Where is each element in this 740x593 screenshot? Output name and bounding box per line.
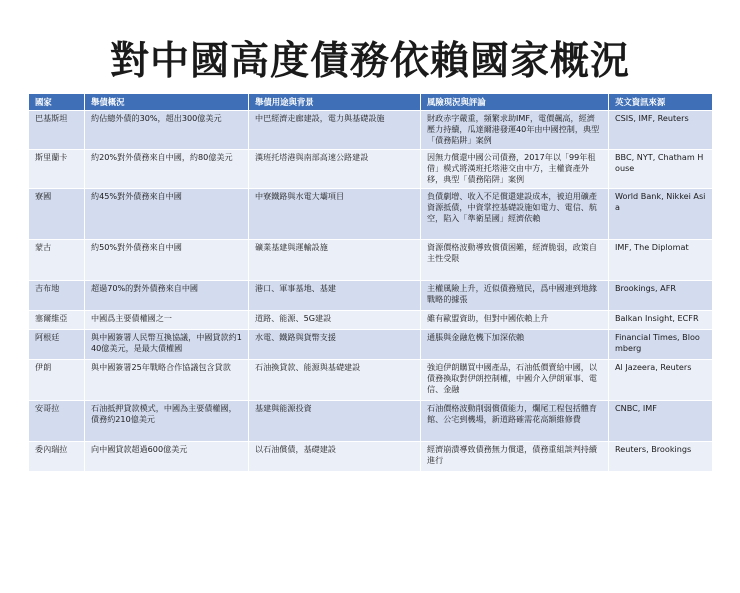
cell-debt: 與中國簽署人民幣互換協議，中國貸款約140億美元，是最大債權國 [85,330,249,360]
header-country: 國家 [29,94,85,111]
cell-debt: 約20%對外債務來自中國，約80億美元 [85,150,249,189]
header-usage: 舉債用途與背景 [249,94,421,111]
cell-risk: 石油價格波動削弱償債能力，爛尾工程包括體育館、公宅到機場，新道路確需花高額維修費 [421,401,609,442]
cell-country: 吉布地 [29,281,85,311]
cell-risk: 負債劇增、收入不足償還建設成本，被迫用礦產資源抵債，中資掌控基礎設施如電力、電信、航空，陷入「準衛星國」經濟依賴 [421,189,609,240]
cell-country: 安哥拉 [29,401,85,442]
cell-debt: 超過70%的對外債務來自中國 [85,281,249,311]
cell-usage: 中巴經濟走廊建設，電力與基礎設施 [249,111,421,150]
cell-source: CNBC, IMF [609,401,713,442]
table-row [29,401,713,442]
cell-source: Financial Times, Bloomberg [609,330,713,360]
cell-risk: 主權風險上升，近似債務殖民，爲中國連到地緣戰略的據張 [421,281,609,311]
cell-country: 伊朗 [29,360,85,401]
cell-source: CSIS, IMF, Reuters [609,111,713,150]
cell-country: 塞爾維亞 [29,311,85,330]
cell-debt: 約50%對外債務來自中國 [85,240,249,281]
cell-source: IMF, The Diplomat [609,240,713,281]
cell-source: Balkan Insight, ECFR [609,311,713,330]
cell-usage: 以石油償債，基礎建設 [249,442,421,472]
cell-usage: 中寮鐵路與水電大壩項目 [249,189,421,240]
table-header-row [29,94,713,111]
cell-country: 蒙古 [29,240,85,281]
cell-risk: 強迫伊朗購買中國產品，石油低價賣給中國，以債務換取對伊朗控制權，中國介入伊朗軍事、電信、金融 [421,360,609,401]
cell-source: Brookings, AFR [609,281,713,311]
cell-risk: 通脹與金融危機下加深依賴 [421,330,609,360]
table-row [29,150,713,189]
cell-usage: 水電、鐵路與貨幣支援 [249,330,421,360]
table-row [29,442,713,472]
cell-risk: 財政赤字嚴重，頻繁求助IMF，電價飆高，經濟壓力持續，瓜達爾港發運40年由中國控制，典型「債務陷阱」案例 [421,111,609,150]
header-source: 英文資訊來源 [609,94,713,111]
cell-usage: 基建與能源投資 [249,401,421,442]
cell-source: BBC, NYT, Chatham House [609,150,713,189]
country-debt-table [28,93,713,472]
cell-usage: 漢班托塔港與南部高速公路建設 [249,150,421,189]
cell-usage: 港口、軍事基地、基建 [249,281,421,311]
table-row [29,360,713,401]
cell-debt: 與中國簽署25年戰略合作協議包含貸款 [85,360,249,401]
cell-country: 巴基斯坦 [29,111,85,150]
page-title: 對中國高度債務依賴國家概況 [109,39,630,84]
table-row [29,189,713,240]
cell-usage: 礦業基建與運輸設施 [249,240,421,281]
cell-country: 寮國 [29,189,85,240]
cell-country: 委內瑞拉 [29,442,85,472]
cell-risk: 因無力償還中國公司債務，2017年以「99年租借」模式將漢班托塔港交由中方，主權資產外移，典型「債務陷阱」案例 [421,150,609,189]
cell-debt: 石油抵押貸款模式，中國為主要債權國，債務約210億美元 [85,401,249,442]
cell-usage: 道路、能源、5G建設 [249,311,421,330]
cell-usage: 石油換貸款、能源與基礎建設 [249,360,421,401]
header-risk: 風險現況與評論 [421,94,609,111]
table-row [29,330,713,360]
table-row [29,111,713,150]
cell-debt: 向中國貸款超過600億美元 [85,442,249,472]
cell-source: Al Jazeera, Reuters [609,360,713,401]
table-row [29,311,713,330]
cell-country: 斯里蘭卡 [29,150,85,189]
cell-debt: 約佔總外債的30%，超出300億美元 [85,111,249,150]
cell-country: 阿根廷 [29,330,85,360]
cell-source: Reuters, Brookings [609,442,713,472]
cell-debt: 中國爲主要債權國之一 [85,311,249,330]
cell-risk: 經濟崩潰導致債務無力償還，債務重組談判持續進行 [421,442,609,472]
header-debt-overview: 舉債概況 [85,94,249,111]
table-row [29,240,713,281]
cell-source: World Bank, Nikkei Asia [609,189,713,240]
table-row [29,281,713,311]
cell-risk: 資源價格波動導致償債困難，經濟脆弱，政策自主性受限 [421,240,609,281]
cell-debt: 約45%對外債務來自中國 [85,189,249,240]
cell-risk: 雖有歐盟資助，但對中國依賴上升 [421,311,609,330]
